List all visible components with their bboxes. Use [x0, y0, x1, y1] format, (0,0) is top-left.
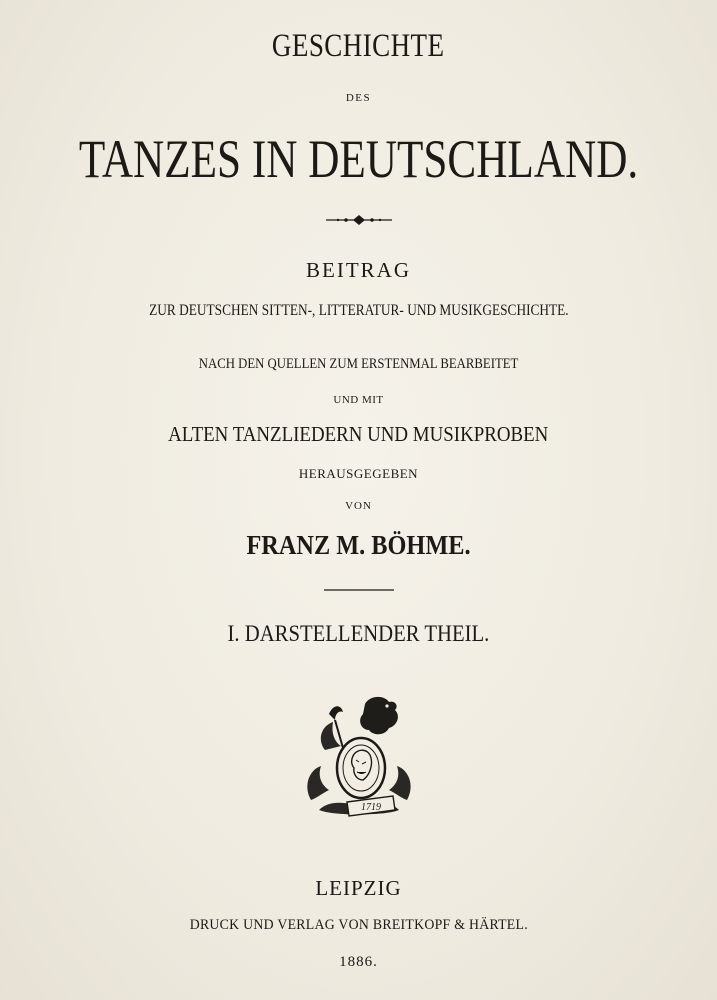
subtitle-beitrag: BEITRAG [306, 258, 411, 282]
line-alten-text: ALTEN TANZLIEDERN UND MUSIKPROBEN [168, 422, 549, 446]
vignette-year: 1719 [360, 802, 381, 813]
year-line [0, 954, 717, 971]
year: 1886. [339, 954, 378, 970]
title-des-text: DES [345, 92, 372, 104]
line-undmit [0, 394, 717, 406]
line-heraus [0, 466, 717, 482]
subtitle-beitrag-line [0, 258, 717, 283]
main-title: TANZES IN DEUTSCHLAND. [78, 129, 639, 189]
title-des-line [0, 92, 717, 104]
ornament-rule-icon [324, 210, 394, 230]
short-rule [0, 588, 717, 592]
author-name: FRANZ M. BÖHME. [246, 530, 471, 560]
ornament-rule [0, 210, 717, 230]
line-undmit-text: UND MIT [333, 394, 384, 406]
city: LEIPZIG [315, 876, 402, 900]
subtitle-zur-line [0, 302, 717, 320]
author-line [0, 530, 717, 561]
publisher: DRUCK UND VERLAG VON BREITKOPF & HÄRTEL. [189, 917, 528, 933]
title-top-line [0, 28, 717, 65]
line-nach-text: NACH DEN QUELLEN ZUM ERSTENMAL BEARBEITET [198, 356, 519, 372]
line-alten [0, 422, 717, 447]
part-line [0, 621, 717, 647]
line-von [0, 500, 717, 512]
part-title: I. DARSTELLENDER THEIL. [227, 621, 490, 646]
publisher-printer-mark-bear-icon [299, 690, 419, 830]
short-rule-icon [324, 588, 394, 592]
publisher-line [0, 917, 717, 934]
line-heraus-text: HERAUSGEGEBEN [298, 466, 419, 481]
subtitle-zur: ZUR DEUTSCHEN SITTEN-, LITTERATUR- UND MUSIKGESCHICHTE. [148, 302, 569, 319]
publisher-vignette [0, 690, 717, 830]
line-von-text: VON [345, 500, 372, 512]
main-title-line [0, 128, 717, 190]
line-nach [0, 356, 717, 373]
title-top-text: GESCHICHTE [272, 28, 445, 64]
city-line [0, 876, 717, 901]
